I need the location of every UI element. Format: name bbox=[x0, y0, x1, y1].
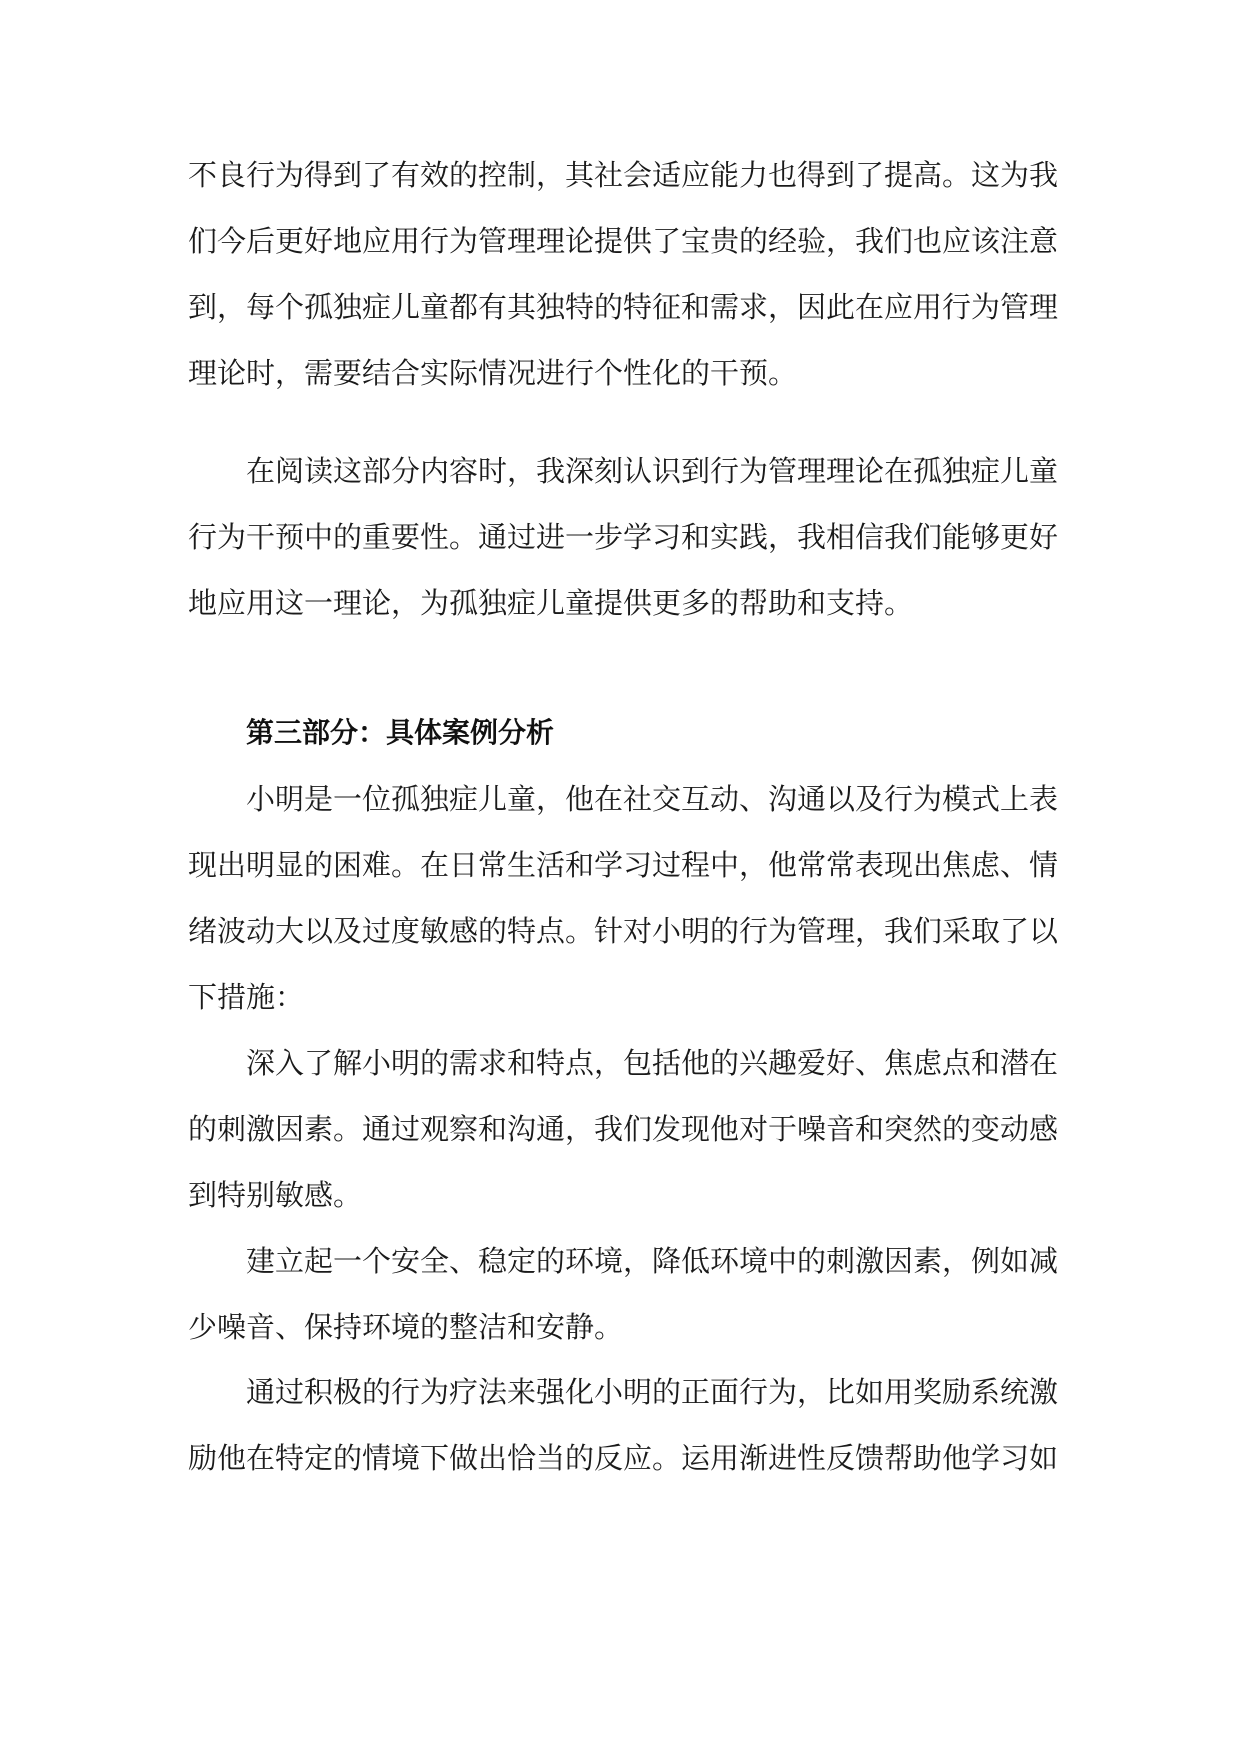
case-paragraph: 小明是一位孤独症儿童，他在社交互动、沟通以及行为模式上表现出明显的困难。在日常生活和学习过程中，他常常表现出焦虑、情绪波动大以及过度敏感的特点。针对小明的行为管理，我们采取了以下措施： bbox=[188, 782, 1059, 1014]
body-paragraph-continued: 不良行为得到了有效的控制，其社会适应能力也得到了提高。这为我们今后更好地应用行为管理理论提供了宝贵的经验，我们也应该注意到，每个孤独症儿童都有其独特的特征和需求，因此在应用行为管理理论时，需要结合实际情况进行个性化的干预。 bbox=[188, 158, 1059, 390]
case-paragraph: 深入了解小明的需求和特点，包括他的兴趣爱好、焦虑点和潜在的刺激因素。通过观察和沟通，我们发现他对于噪音和突然的变动感到特别敏感。 bbox=[188, 1046, 1059, 1212]
case-paragraph: 建立起一个安全、稳定的环境，降低环境中的刺激因素，例如减少噪音、保持环境的整洁和安静。 bbox=[188, 1244, 1059, 1344]
body-paragraph: 在阅读这部分内容时，我深刻认识到行为管理理论在孤独症儿童行为干预中的重要性。通过进一步学习和实践，我相信我们能够更好地应用这一理论，为孤独症儿童提供更多的帮助和支持。 bbox=[188, 454, 1059, 620]
case-paragraph: 通过积极的行为疗法来强化小明的正面行为，比如用奖励系统激励他在特定的情境下做出恰当的反应。运用渐进性反馈帮助他学习如 bbox=[188, 1375, 1059, 1475]
section-heading: 第三部分：具体案例分析 bbox=[246, 716, 555, 749]
